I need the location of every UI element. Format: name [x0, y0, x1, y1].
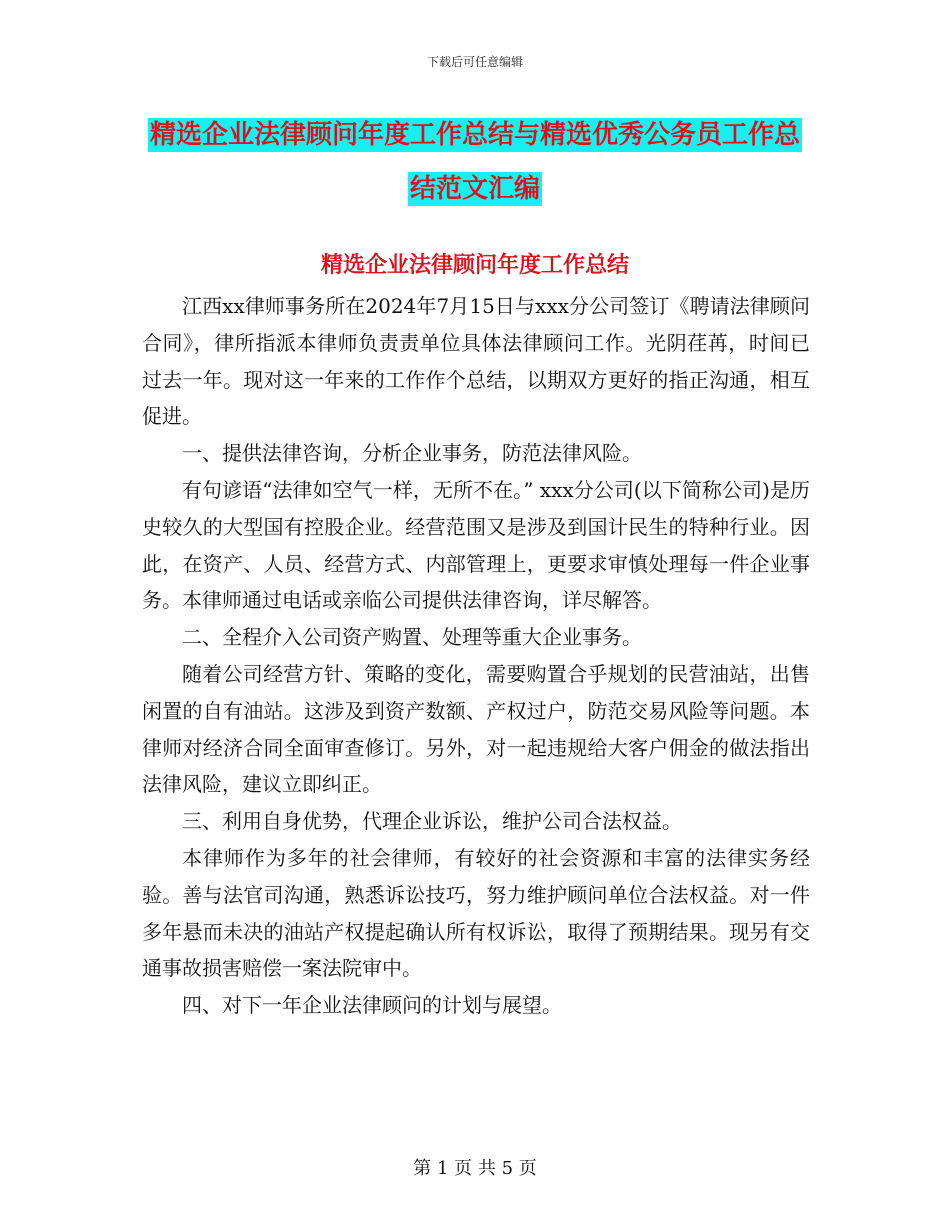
section-title: 精选企业法律顾问年度工作总结	[320, 252, 629, 278]
document-title	[140, 108, 810, 216]
paragraph: 江西xx律师事务所在2024年7月15日与xxx分公司签订《聘请法律顾问合同》，律所指派本律师负责责单位具体法律顾问工作。光阴荏苒，时间已过去一年。现对这一年来的工作作个总结，以期双方更好的指正沟通，相互促进。	[142, 294, 810, 429]
heading-item: 四、对下一年企业法律顾问的计划与展望。	[182, 993, 562, 1018]
body-text	[142, 288, 810, 1024]
heading-item: 一、提供法律咨询，分析企业事务，防范法律风险。	[182, 441, 642, 466]
header-note: 下载后可任意编辑	[426, 55, 523, 69]
heading-item: 二、全程介入公司资产购置、处理等重大企业事务。	[182, 625, 642, 650]
paragraph: 本律师作为多年的社会律师，有较好的社会资源和丰富的法律实务经验。善与法官司沟通，熟悉诉讼技巧，努力维护顾问单位合法权益。对一件多年悬而未决的油站产权提起确认所有权诉讼，取得了预期结果。现另有交通事故损害赔偿一案法院审中。	[142, 845, 810, 981]
paragraph: 随着公司经营方针、策略的变化，需要购置合乎规划的民营油站，出售闲置的自有油站。这涉及到资产数额、产权过户，防范交易风险等问题。本律师对经济合同全面审查修订。另外，对一起违规给大客户佣金的做法指出法律风险，建议立即纠正。	[142, 661, 810, 797]
paragraph: 有句谚语“法律如空气一样，无所不在。” xxx分公司(以下简称公司)是历史较久的大型国有控股企业。经营范围又是涉及到国计民生的特种行业。因此，在资产、人员、经营方式、内部管理上，更要求审慎处理每一件企业事务。本律师通过电话或亲临公司提供法律咨询，详尽解答。	[142, 477, 810, 613]
page-footer: 第 1 页 共 5 页	[413, 1158, 537, 1179]
heading-item: 三、利用自身优势，代理企业诉讼，维护公司合法权益。	[182, 809, 682, 834]
document-title-text: 精选企业法律顾问年度工作总结与精选优秀公务员工作总结范文汇编	[149, 120, 800, 204]
